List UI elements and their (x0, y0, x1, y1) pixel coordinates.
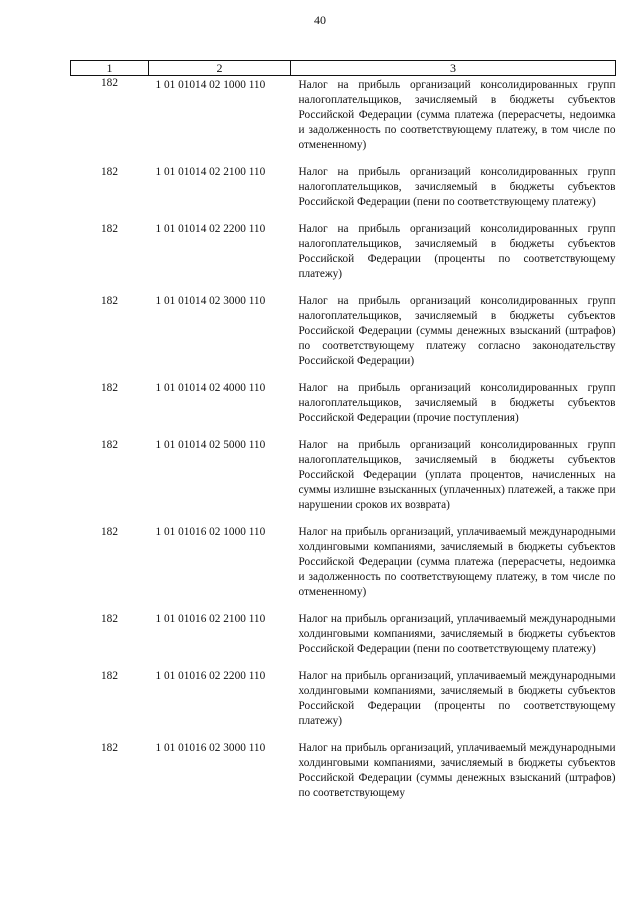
income-name: Налог на прибыль организаций консолидированных групп налогоплательщиков, зачисляемый в бюджеты субъектов Российской Федерации (пени по соответствующему платежу) (298, 166, 616, 208)
admin-code: 182 (101, 223, 118, 235)
income-name: Налог на прибыль организаций консолидированных групп налогоплательщиков, зачисляемый в бюджеты субъектов Российской Федерации (уплата процентов, начисленных на суммы излишне взысканных (уплаченных) платежей, а также при нарушении сроков их возврата) (298, 439, 616, 511)
table-row (71, 741, 616, 813)
admin-code: 182 (101, 526, 118, 538)
table-row (71, 669, 616, 741)
column-header-3: 3 (291, 61, 616, 76)
column-header-1: 1 (71, 61, 149, 76)
admin-code: 182 (101, 439, 118, 451)
income-name: Налог на прибыль организаций консолидированных групп налогоплательщиков, зачисляемый в бюджеты субъектов Российской Федерации (прочие поступления) (298, 382, 616, 424)
budget-code: 1 01 01014 02 4000 110 (155, 382, 266, 394)
budget-code: 1 01 01016 02 1000 110 (155, 526, 266, 538)
budget-code: 1 01 01016 02 2200 110 (155, 670, 266, 682)
admin-code: 182 (101, 613, 118, 625)
admin-code: 182 (101, 166, 118, 178)
table-row (71, 438, 616, 525)
budget-code: 1 01 01014 02 2200 110 (155, 223, 266, 235)
budget-code: 1 01 01014 02 3000 110 (155, 295, 266, 307)
budget-code: 1 01 01016 02 2100 110 (155, 613, 266, 625)
table-row (71, 612, 616, 669)
column-header-2: 2 (149, 61, 291, 76)
table-row (71, 222, 616, 294)
income-name: Налог на прибыль организаций консолидированных групп налогоплательщиков, зачисляемый в бюджеты субъектов Российской Федерации (суммы денежных взысканий (штрафов) по соответствующему платежу согласно законодательству Российской Федерации) (298, 295, 616, 367)
table-row (71, 76, 616, 166)
budget-codes-table (70, 60, 616, 813)
income-name: Налог на прибыль организаций, уплачиваемый международными холдинговыми компаниями, зачисляемый в бюджеты субъектов Российской Федерации (проценты по соответствующему платежу) (298, 670, 616, 727)
admin-code: 182 (101, 295, 118, 307)
income-name: Налог на прибыль организаций, уплачиваемый международными холдинговыми компаниями, зачисляемый в бюджеты субъектов Российской Федерации (сумма платежа (перерасчеты, недоимка и задолженность по соответствующему платежу, в том числе по отмененному) (298, 526, 616, 598)
table-row (71, 381, 616, 438)
budget-code: 1 01 01016 02 3000 110 (155, 742, 266, 754)
admin-code: 182 (101, 742, 118, 754)
income-name: Налог на прибыль организаций, уплачиваемый международными холдинговыми компаниями, зачисляемый в бюджеты субъектов Российской Федерации (суммы денежных взысканий (штрафов) по соответствующему (298, 742, 616, 799)
admin-code: 182 (101, 382, 118, 394)
budget-code: 1 01 01014 02 1000 110 (155, 79, 266, 91)
income-name: Налог на прибыль организаций консолидированных групп налогоплательщиков, зачисляемый в бюджеты субъектов Российской Федерации (сумма платежа (перерасчеты, недоимка и задолженность по соответствующему платежу, в том числе по отмененному) (298, 79, 616, 151)
budget-code: 1 01 01014 02 5000 110 (155, 439, 266, 451)
table-row (71, 165, 616, 222)
income-name: Налог на прибыль организаций, уплачиваемый международными холдинговыми компаниями, зачисляемый в бюджеты субъектов Российской Федерации (пени по соответствующему платежу) (298, 613, 616, 655)
income-name: Налог на прибыль организаций консолидированных групп налогоплательщиков, зачисляемый в бюджеты субъектов Российской Федерации (проценты по соответствующему платежу) (298, 223, 616, 280)
page-number: 40 (314, 13, 326, 27)
admin-code: 182 (101, 670, 118, 682)
table-row (71, 525, 616, 612)
budget-code: 1 01 01014 02 2100 110 (155, 166, 266, 178)
admin-code: 182 (101, 77, 118, 89)
table-header-row (71, 61, 616, 76)
table-row (71, 294, 616, 381)
